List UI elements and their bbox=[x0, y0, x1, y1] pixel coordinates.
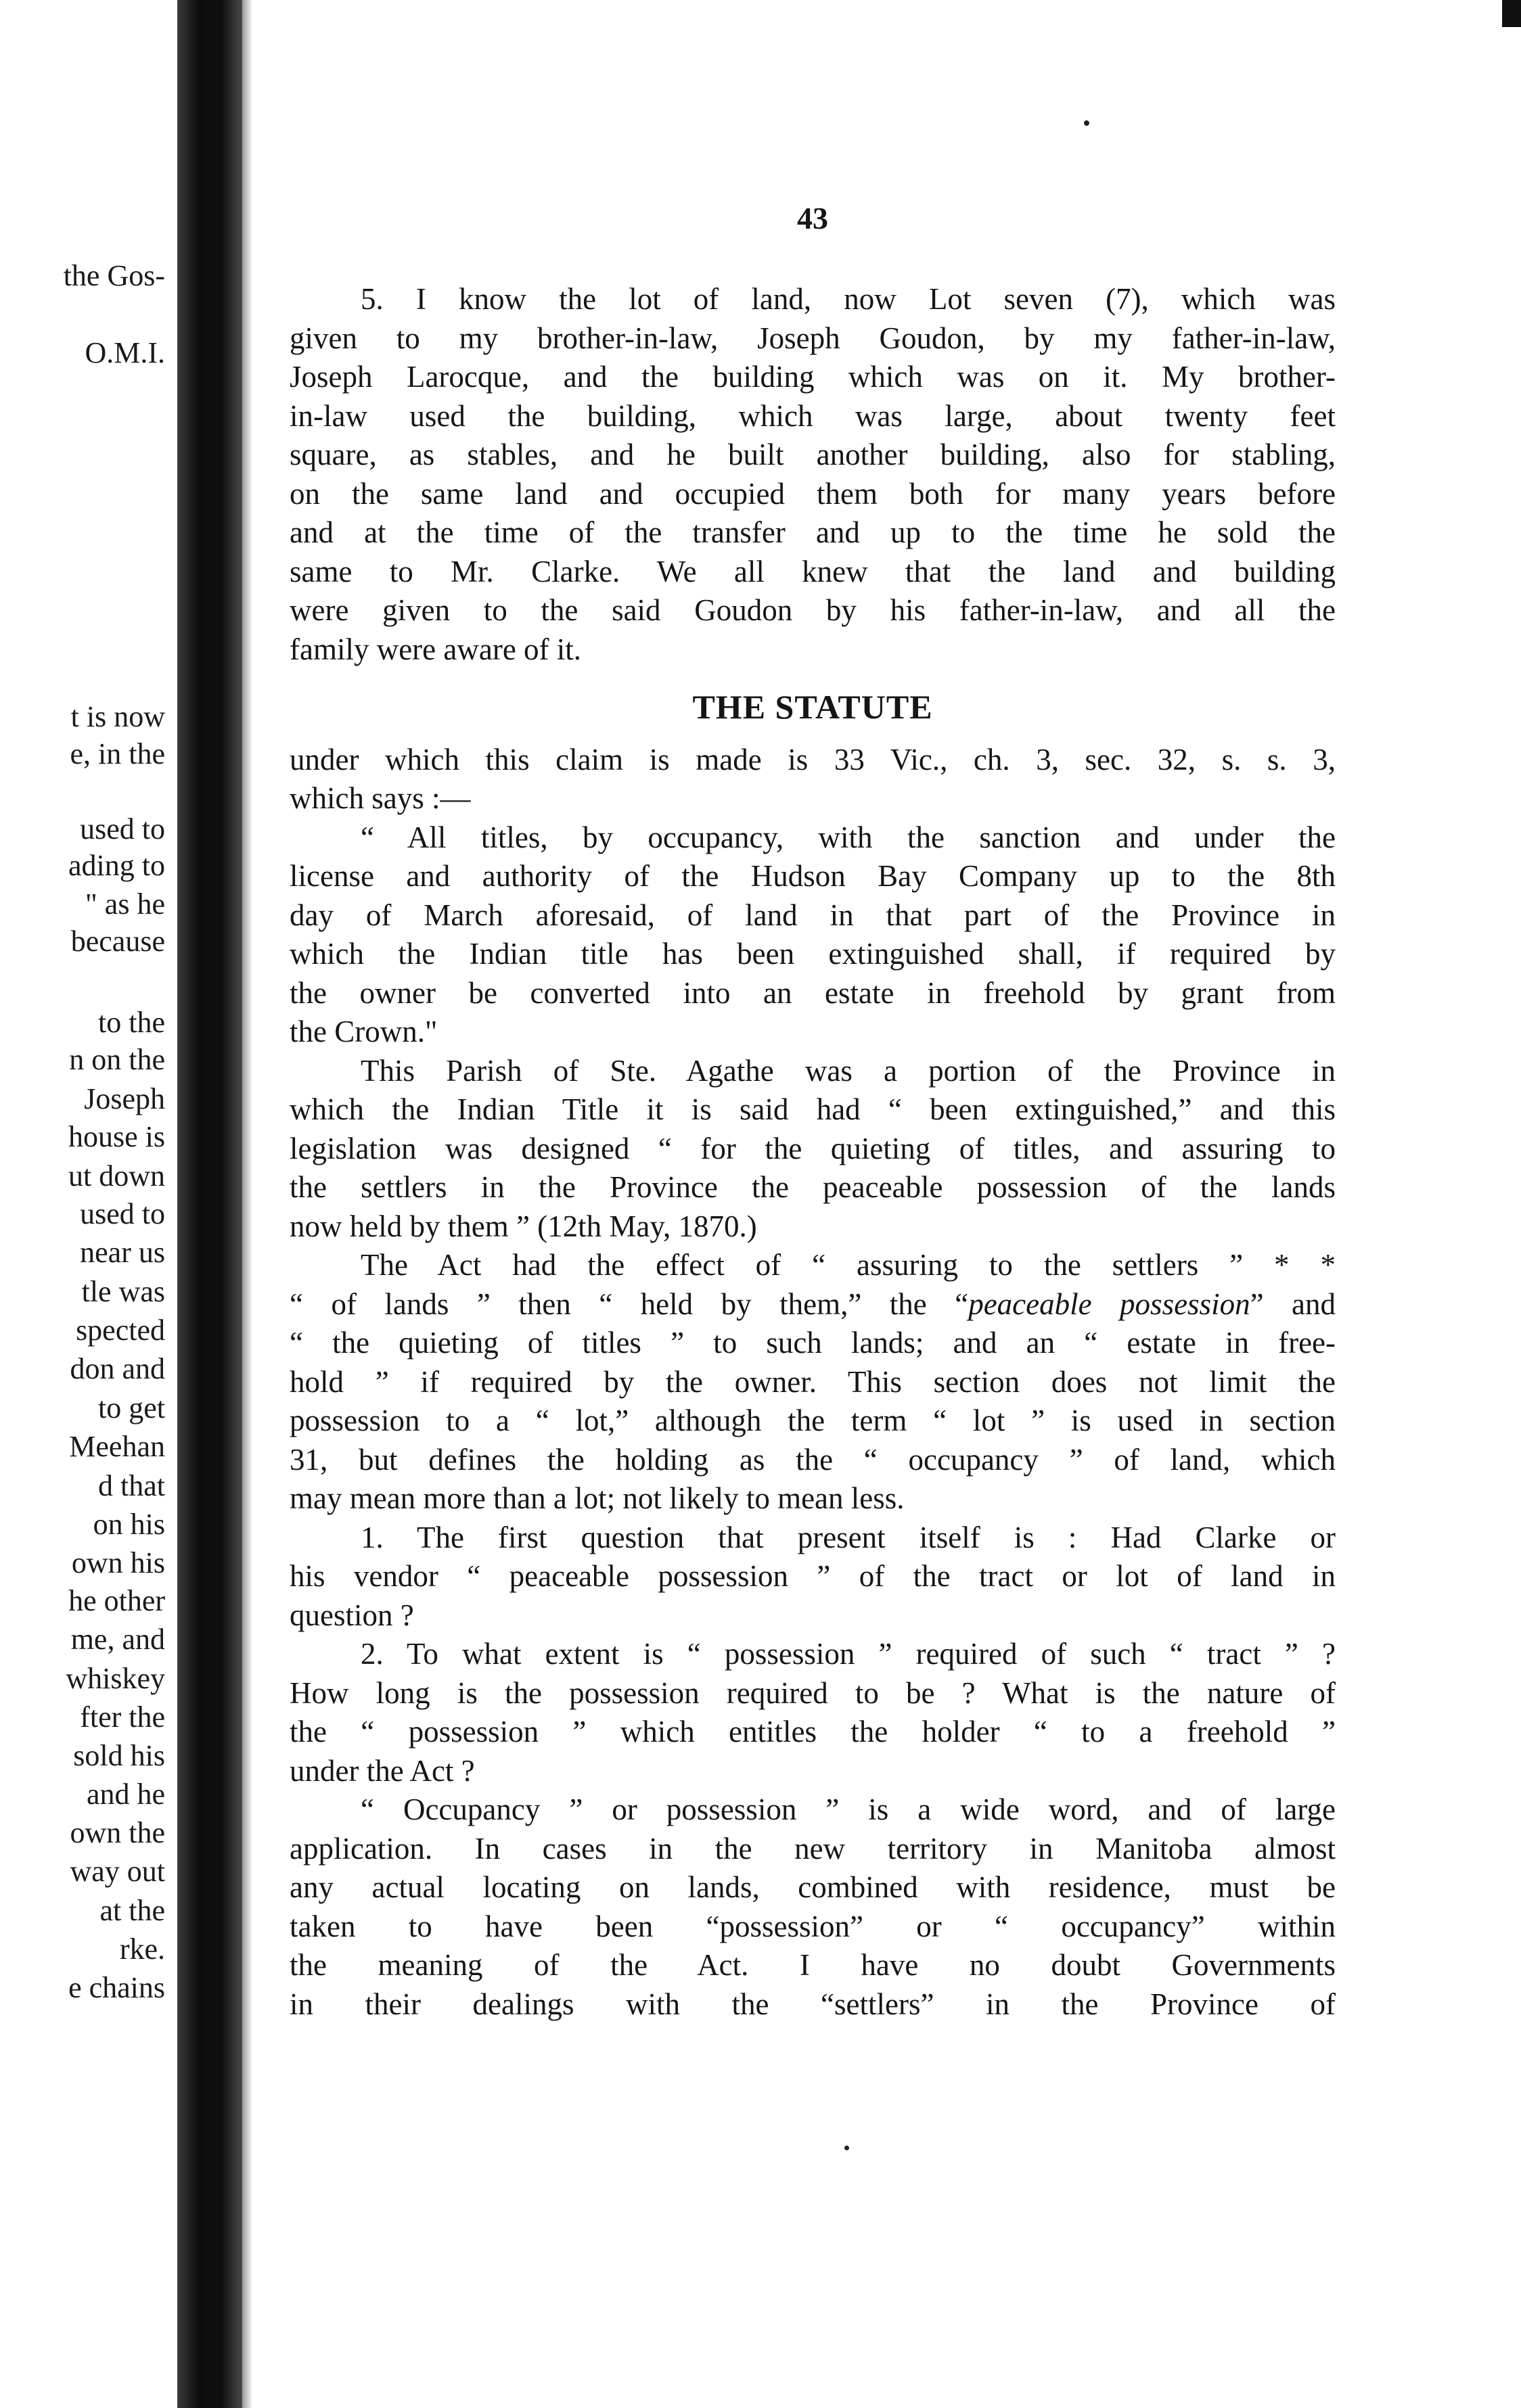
left-page-line: ut down bbox=[68, 1159, 165, 1193]
text-line: in their dealings with the “settlers” in the Province of bbox=[290, 1987, 1336, 2021]
text-line: under the Act ? bbox=[290, 1753, 475, 1788]
left-page-line: n on the bbox=[69, 1043, 165, 1076]
left-page-line: rke. bbox=[119, 1932, 165, 1966]
text-line: Joseph Larocque, and the building which was on it. My brother- bbox=[290, 360, 1336, 394]
text-line: application. In cases in the new territory in Manitoba almost bbox=[290, 1831, 1336, 1866]
text-line: the Crown." bbox=[290, 1015, 438, 1048]
paragraph-parish bbox=[290, 1052, 1336, 1247]
left-page-line: to get bbox=[98, 1391, 165, 1425]
left-page-line: he other bbox=[68, 1584, 165, 1617]
left-page-line: near us bbox=[80, 1236, 165, 1269]
text-line: and at the time of the transfer and up to the time he sold the bbox=[290, 515, 1336, 549]
text-line: This Parish of Ste. Agathe was a portion of the Province in bbox=[361, 1053, 1336, 1088]
paragraph-statute-intro bbox=[290, 741, 1336, 818]
text-line: license and authority of the Hudson Bay Company up to the 8th bbox=[290, 859, 1336, 893]
text-line: 2. To what extent is “ possession ” required of such “ tract ” ? bbox=[361, 1637, 1336, 1671]
text-line: same to Mr. Clarke. We all knew that the land and building bbox=[290, 554, 1336, 588]
left-page-line: e, in the bbox=[70, 737, 165, 770]
left-page-line: because bbox=[70, 925, 165, 958]
left-page-line: own the bbox=[70, 1816, 165, 1849]
text-line: on the same land and occupied them both for many years before bbox=[290, 476, 1336, 511]
text-line: How long is the possession required to be ? What is the nature of bbox=[290, 1675, 1336, 1710]
page-number: 43 bbox=[797, 201, 828, 235]
left-page-line: way out bbox=[70, 1855, 165, 1888]
scan-edge-mark bbox=[1502, 0, 1521, 27]
left-page-line: e chains bbox=[68, 1971, 165, 2004]
text-line: in-law used the building, which was large, about twenty feet bbox=[290, 398, 1336, 433]
left-page-line: O.M.I. bbox=[85, 336, 165, 369]
left-page-line: and he bbox=[86, 1778, 165, 1811]
left-page-line: Joseph bbox=[84, 1082, 165, 1115]
text-line: square, as stables, and he built another building, also for stabling, bbox=[290, 438, 1336, 471]
text-line: “ the quieting of titles ” to such lands; and an “ estate in free- bbox=[290, 1326, 1336, 1360]
text-line: may mean more than a lot; not likely to mean less. bbox=[290, 1481, 905, 1515]
text-line: the owner be converted into an estate in freehold by grant from bbox=[290, 975, 1336, 1010]
left-page-line: the Gos- bbox=[63, 259, 165, 292]
section-heading: THE STATUTE bbox=[692, 688, 933, 726]
left-page-line: own his bbox=[71, 1546, 165, 1579]
left-page-line: at the bbox=[99, 1894, 165, 1927]
page-gutter-edge bbox=[242, 0, 252, 2408]
text-line: family were aware of it. bbox=[290, 632, 582, 666]
text-line: 31, but defines the holding as the “ occupancy ” of land, which bbox=[290, 1442, 1336, 1477]
page-body bbox=[290, 280, 1336, 2024]
text-line: possession to a “ lot,” although the term “ lot ” is used in section bbox=[290, 1404, 1336, 1437]
left-page-line: Meehan bbox=[69, 1430, 165, 1463]
page-gutter bbox=[177, 0, 242, 2408]
text-line: which the Indian Title it is said had “ been extinguished,” and this bbox=[290, 1092, 1336, 1126]
left-page-line: don and bbox=[70, 1352, 165, 1385]
text-line: his vendor “ peaceable possession ” of the tract or lot of land in bbox=[290, 1559, 1336, 1593]
text-line: which the Indian title has been extinguished shall, if required by bbox=[290, 937, 1336, 971]
paragraph-occupancy bbox=[290, 1790, 1336, 2024]
text-line: taken to have been “possession” or “ occupancy” within bbox=[290, 1909, 1336, 1943]
left-page-line: t is now bbox=[70, 700, 165, 733]
text-line: the meaning of the Act. I have no doubt Governments bbox=[290, 1948, 1336, 1982]
document-page bbox=[290, 0, 1336, 2408]
left-page-line: spected bbox=[76, 1314, 165, 1347]
text-line: now held by them ” (12th May, 1870.) bbox=[290, 1209, 757, 1243]
text-line: which says :— bbox=[290, 781, 471, 815]
text-line: “ All titles, by occupancy, with the sanction and under the bbox=[361, 820, 1336, 854]
paragraph-act-effect bbox=[290, 1246, 1336, 1519]
text-line: any actual locating on lands, combined with residence, must be bbox=[290, 1870, 1336, 1904]
text-line: the settlers in the Province the peaceable possession of the lands bbox=[290, 1170, 1336, 1204]
text-line: “ Occupancy ” or possession ” is a wide word, and of large bbox=[361, 1792, 1336, 1826]
left-page-line: whiskey bbox=[66, 1662, 165, 1695]
left-page-line: ading to bbox=[68, 849, 165, 882]
text-line: question ? bbox=[290, 1598, 414, 1632]
left-page-line: fter the bbox=[80, 1700, 165, 1734]
paragraph-question-1 bbox=[290, 1519, 1336, 1636]
text-line: day of March aforesaid, of land in that part of the Province in bbox=[290, 898, 1336, 932]
text-line: The Act had the effect of “ assuring to the settlers ” * * bbox=[361, 1248, 1336, 1282]
text-line: 1. The first question that present itself is : Had Clarke or bbox=[361, 1520, 1336, 1554]
text-line: “ of lands ” then “ held by them,” the “peaceable possession” and bbox=[290, 1287, 1336, 1321]
text-line: hold ” if required by the owner. This section does not limit the bbox=[290, 1364, 1336, 1399]
text-line: legislation was designed “ for the quieting of titles, and assuring to bbox=[290, 1131, 1336, 1165]
left-page-line: to the bbox=[98, 1006, 165, 1039]
left-page-line: sold his bbox=[73, 1739, 165, 1772]
emphasis: peaceable possession bbox=[968, 1287, 1250, 1321]
left-page-line: me, and bbox=[70, 1623, 165, 1656]
left-page-line: on his bbox=[93, 1508, 165, 1541]
left-page-fragment bbox=[0, 0, 177, 2408]
left-page-line: used to bbox=[80, 812, 165, 846]
paragraph-question-2 bbox=[290, 1635, 1336, 1790]
text-line: given to my brother-in-law, Joseph Goudon, by my father-in-law, bbox=[290, 321, 1336, 355]
paragraph-testimony bbox=[290, 280, 1336, 669]
text-line: were given to the said Goudon by his father-in-law, and all the bbox=[290, 593, 1336, 627]
left-page-line: " as he bbox=[85, 887, 165, 921]
left-page-line: d that bbox=[98, 1469, 165, 1502]
paragraph-statute-quote bbox=[290, 818, 1336, 1052]
text-line: the “ possession ” which entitles the holder “ to a freehold ” bbox=[290, 1715, 1336, 1749]
left-page-line: used to bbox=[80, 1197, 165, 1230]
text-line: under which this claim is made is 33 Vic., ch. 3, sec. 32, s. s. 3, bbox=[290, 742, 1336, 777]
left-page-line: tle was bbox=[81, 1275, 165, 1308]
left-page-line: house is bbox=[68, 1120, 165, 1153]
text-line: 5. I know the lot of land, now Lot seven (7), which was bbox=[361, 282, 1336, 316]
